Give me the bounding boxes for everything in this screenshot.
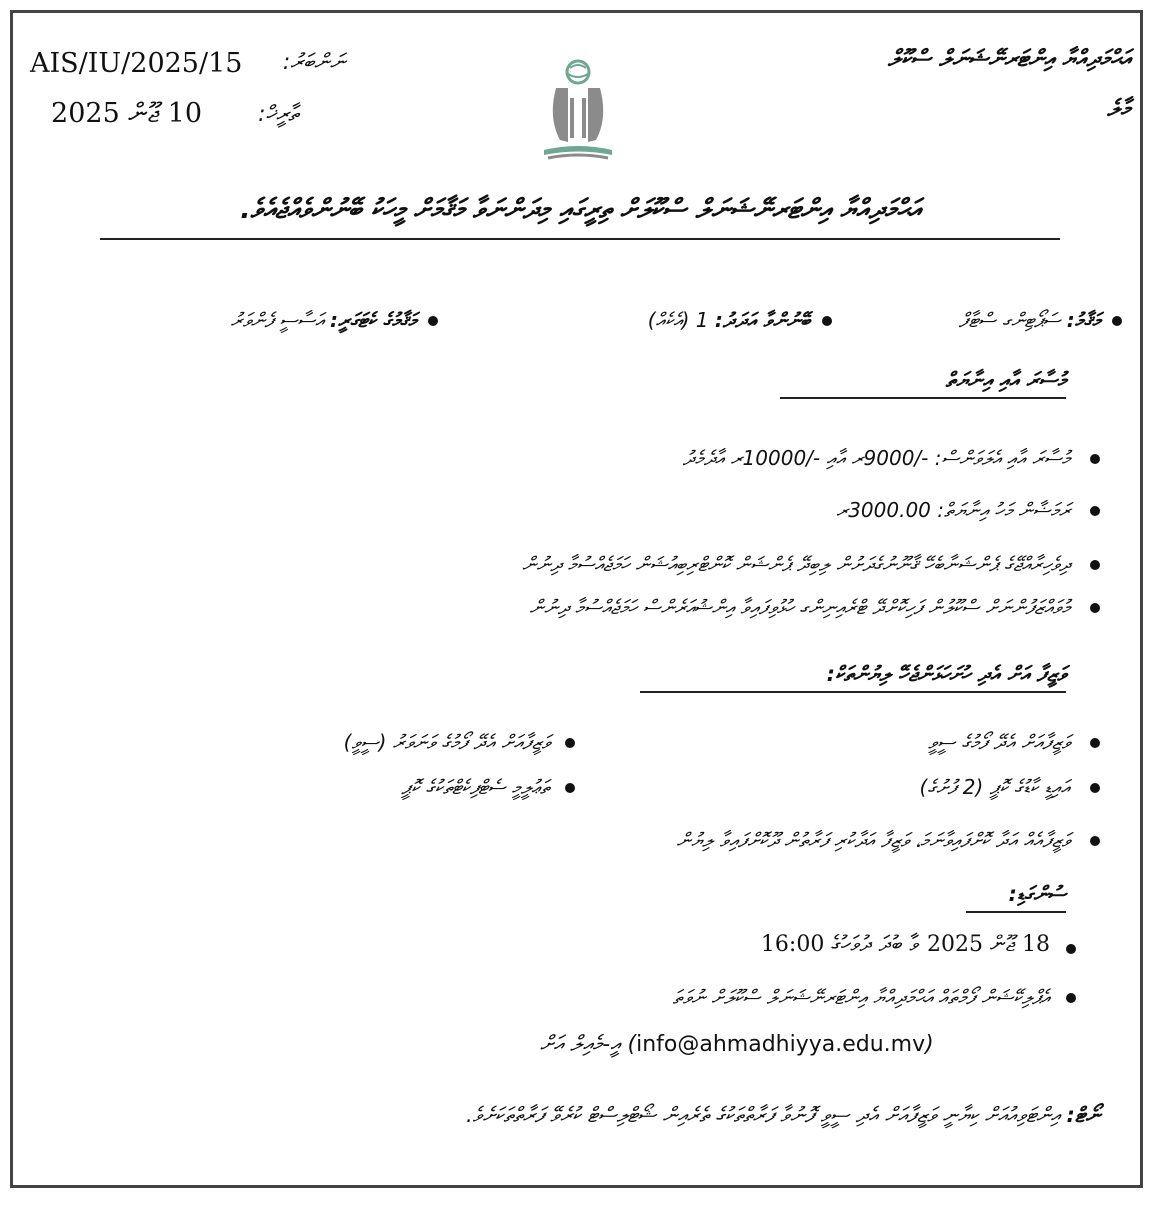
reference-number: AIS/IU/2025/15 xyxy=(30,48,243,79)
document-item-2: އައިޑީ ކާޑުގެ ކޮޕީ (2 ފުށުގެ) xyxy=(919,775,1070,799)
bullet xyxy=(565,783,575,793)
note-text: އިންޓަވިއުއަށް ކިޔާނީ ވަޒީފާއަށް އެދި ސީވީ ފޮނުވާ ފަރާތްތަކުގެ ތެރެއިން ޝޯޓްލިސްޓް ކުރެވޭ ފަރާތްތަކަށެވެ. xyxy=(465,1103,1060,1127)
document-item-4: ތަޢުލީމީ ސެޓްފިކެޓްތަކުގެ ކޮޕީ xyxy=(401,775,550,799)
salary-item-2: ރަމަޟާން މަހު އިނާޔަތް: 3000.00ރ xyxy=(836,498,1070,522)
bullet xyxy=(1090,560,1100,570)
deadline-method: އެޕްލިކޭޝަން ފޯމްތައް އަޙްމަދިއްޔާ އިންޓަރނޭޝަނަލް ސްކޫލަށް ނުވަތަ xyxy=(672,985,1050,1009)
salary-item-4: މުވައްޒަފުންނަށް ސްކޫލުން ފަހިކޮށްދޭ ޓްރެއިނިންގ ހުޅުވިފައިވާ އިންޝުއަރެންސް ހަމަޖެއްސުމާ ދިނުން xyxy=(529,595,1070,619)
salary-item-1: މުސާރަ އާއި އެލަވަންސް: -/9000ރ އާއި -/10000ރ އާދެމެދު xyxy=(682,446,1070,470)
document-date-label: ތާރީޚް: xyxy=(258,102,298,127)
salary-item-3: ދިވެހިރާއްޖޭގެ ޕެންޝަނާބެހޭ ޤާނޫނުގެދަށުން ލިބިދޭ ޕެންޝަން ކޮންޓްރިބިއުޝަން ހަމަޖެއްސުމާ ދިނުން xyxy=(522,552,1070,576)
bullet xyxy=(1090,454,1100,464)
count-value: 1 (އެކެއް) xyxy=(647,308,709,332)
email-open-paren: ( xyxy=(627,1032,637,1057)
documents-heading: ވަޒީފާ އަށް އެދި ހުށަހަޅަންޖެހޭ ލިޔުންތަކް: xyxy=(640,662,1066,693)
bullet xyxy=(822,316,832,326)
email-link[interactable]: info@ahmadhiyya.edu.mv xyxy=(636,1032,926,1057)
bullet xyxy=(1066,993,1076,1003)
category-value: އަސާސީ ފެންވަރު xyxy=(230,308,324,332)
document-item-5: ވަޒީފާއެއް އަދާ ކޮށްފައިވާނަމަ، ވަޒީފާ އަދާކުރި ފަރާތުން ދޫކޮށްފައިވާ ލިޔުން xyxy=(676,828,1070,852)
school-logo xyxy=(538,58,618,164)
bullet xyxy=(1090,603,1100,613)
email-tail: އީ-މެއިލް އަށް xyxy=(540,1032,621,1057)
category-line xyxy=(60,305,416,335)
count-label: ބޭނުންވާ އަދަދު: xyxy=(714,308,810,332)
bullet xyxy=(1090,738,1100,748)
category-label: މަޤާމުގެ ކެޓަގަރީ: xyxy=(330,308,416,332)
bullet xyxy=(1090,836,1100,846)
bullet xyxy=(1090,783,1100,793)
announcement-title: އަޙްމަދިއްޔާ އިންޓަރނޭޝަނަލް ސްކޫލަށް ތިރީގައި މިދަންނަވާ މަޤާމަށް މީހަކު ބޭނުންވެއްޖެއެވެ. xyxy=(100,190,1060,240)
note-label: ނޯޓް: xyxy=(1066,1103,1100,1127)
salary-heading: މުސާރަ އާއި އިނާޔަތް xyxy=(780,368,1066,399)
bullet xyxy=(1066,944,1076,954)
document-item-3: ވަޒީފާއަށް އެދޭ ފޯމުގެ ވަނަވަރު (ސީވީ) xyxy=(343,730,550,754)
school-name: އަޙްމަދިއްޔާ އިންޓަރނޭޝަނަލް ސްކޫލް xyxy=(887,46,1130,72)
post-label: މަޤާމު: xyxy=(1066,308,1100,332)
bullet xyxy=(1090,506,1100,516)
email-line xyxy=(540,1030,934,1060)
reference-number-label: ނަންބަރު: xyxy=(282,50,345,75)
bullet xyxy=(1112,316,1122,326)
note-line xyxy=(40,1100,1100,1130)
deadline-date: 18 ޖޫން 2025 ވާ ބުދަ ދުވަހުގެ 16:00 xyxy=(760,932,1050,957)
email-close-paren: ) xyxy=(925,1032,934,1057)
document-date: 10 ޖޫން 2025 xyxy=(51,98,202,129)
deadline-heading: ސުންގަޑި: xyxy=(966,882,1066,913)
city-name: މާލެ xyxy=(1107,96,1130,122)
bullet xyxy=(565,738,575,748)
bullet xyxy=(428,316,438,326)
document-item-1: ވަޒީފާއަށް އެދޭ ފޯމުގެ ސީވީ xyxy=(928,730,1070,754)
count-line xyxy=(470,305,810,335)
post-value: ސަޕޯޓިންގ ސްޓާފް xyxy=(958,308,1061,332)
